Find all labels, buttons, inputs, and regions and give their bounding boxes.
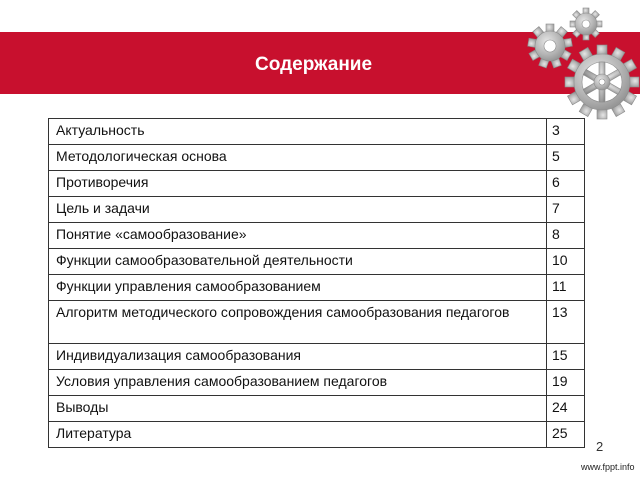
page-cell: 11 bbox=[547, 275, 585, 301]
topic-cell: Понятие «самообразование» bbox=[49, 223, 547, 249]
large-gear-icon bbox=[565, 45, 639, 119]
table-row bbox=[49, 223, 585, 249]
topic-cell: Противоречия bbox=[49, 171, 547, 197]
page-cell: 10 bbox=[547, 249, 585, 275]
table-row bbox=[49, 344, 585, 370]
table-row bbox=[49, 145, 585, 171]
page-cell: 15 bbox=[547, 344, 585, 370]
slide-number: 2 bbox=[596, 439, 604, 454]
table-row bbox=[49, 119, 585, 145]
page-cell: 7 bbox=[547, 197, 585, 223]
topic-cell: Выводы bbox=[49, 396, 547, 422]
topic-cell: Актуальность bbox=[49, 119, 547, 145]
medium-gear-icon bbox=[528, 24, 573, 68]
contents-table bbox=[48, 118, 585, 448]
topic-cell: Индивидуализация самообразования bbox=[49, 344, 547, 370]
table-row bbox=[49, 396, 585, 422]
topic-cell: Алгоритм методического сопровождения самообразования педагогов bbox=[49, 301, 547, 344]
topic-cell: Цель и задачи bbox=[49, 197, 547, 223]
table-row bbox=[49, 197, 585, 223]
table-row bbox=[49, 370, 585, 396]
table-row bbox=[49, 171, 585, 197]
slide-title: Содержание bbox=[255, 54, 373, 75]
page-cell: 3 bbox=[547, 119, 585, 145]
page-cell: 13 bbox=[547, 301, 585, 344]
topic-cell: Литература bbox=[49, 422, 547, 448]
table-row bbox=[49, 275, 585, 301]
page-cell: 5 bbox=[547, 145, 585, 171]
topic-cell: Функции самообразовательной деятельности bbox=[49, 249, 547, 275]
page-cell: 24 bbox=[547, 396, 585, 422]
topic-cell: Условия управления самообразованием педагогов bbox=[49, 370, 547, 396]
page-cell: 6 bbox=[547, 171, 585, 197]
topic-cell: Методологическая основа bbox=[49, 145, 547, 171]
gears-icon bbox=[520, 4, 640, 122]
table-row bbox=[49, 422, 585, 448]
table-row bbox=[49, 249, 585, 275]
page-cell: 19 bbox=[547, 370, 585, 396]
table-row bbox=[49, 301, 585, 344]
topic-cell: Функции управления самообразованием bbox=[49, 275, 547, 301]
page-cell: 8 bbox=[547, 223, 585, 249]
small-gear-icon bbox=[570, 8, 602, 40]
page-cell: 25 bbox=[547, 422, 585, 448]
watermark: www.fppt.info bbox=[581, 462, 635, 472]
